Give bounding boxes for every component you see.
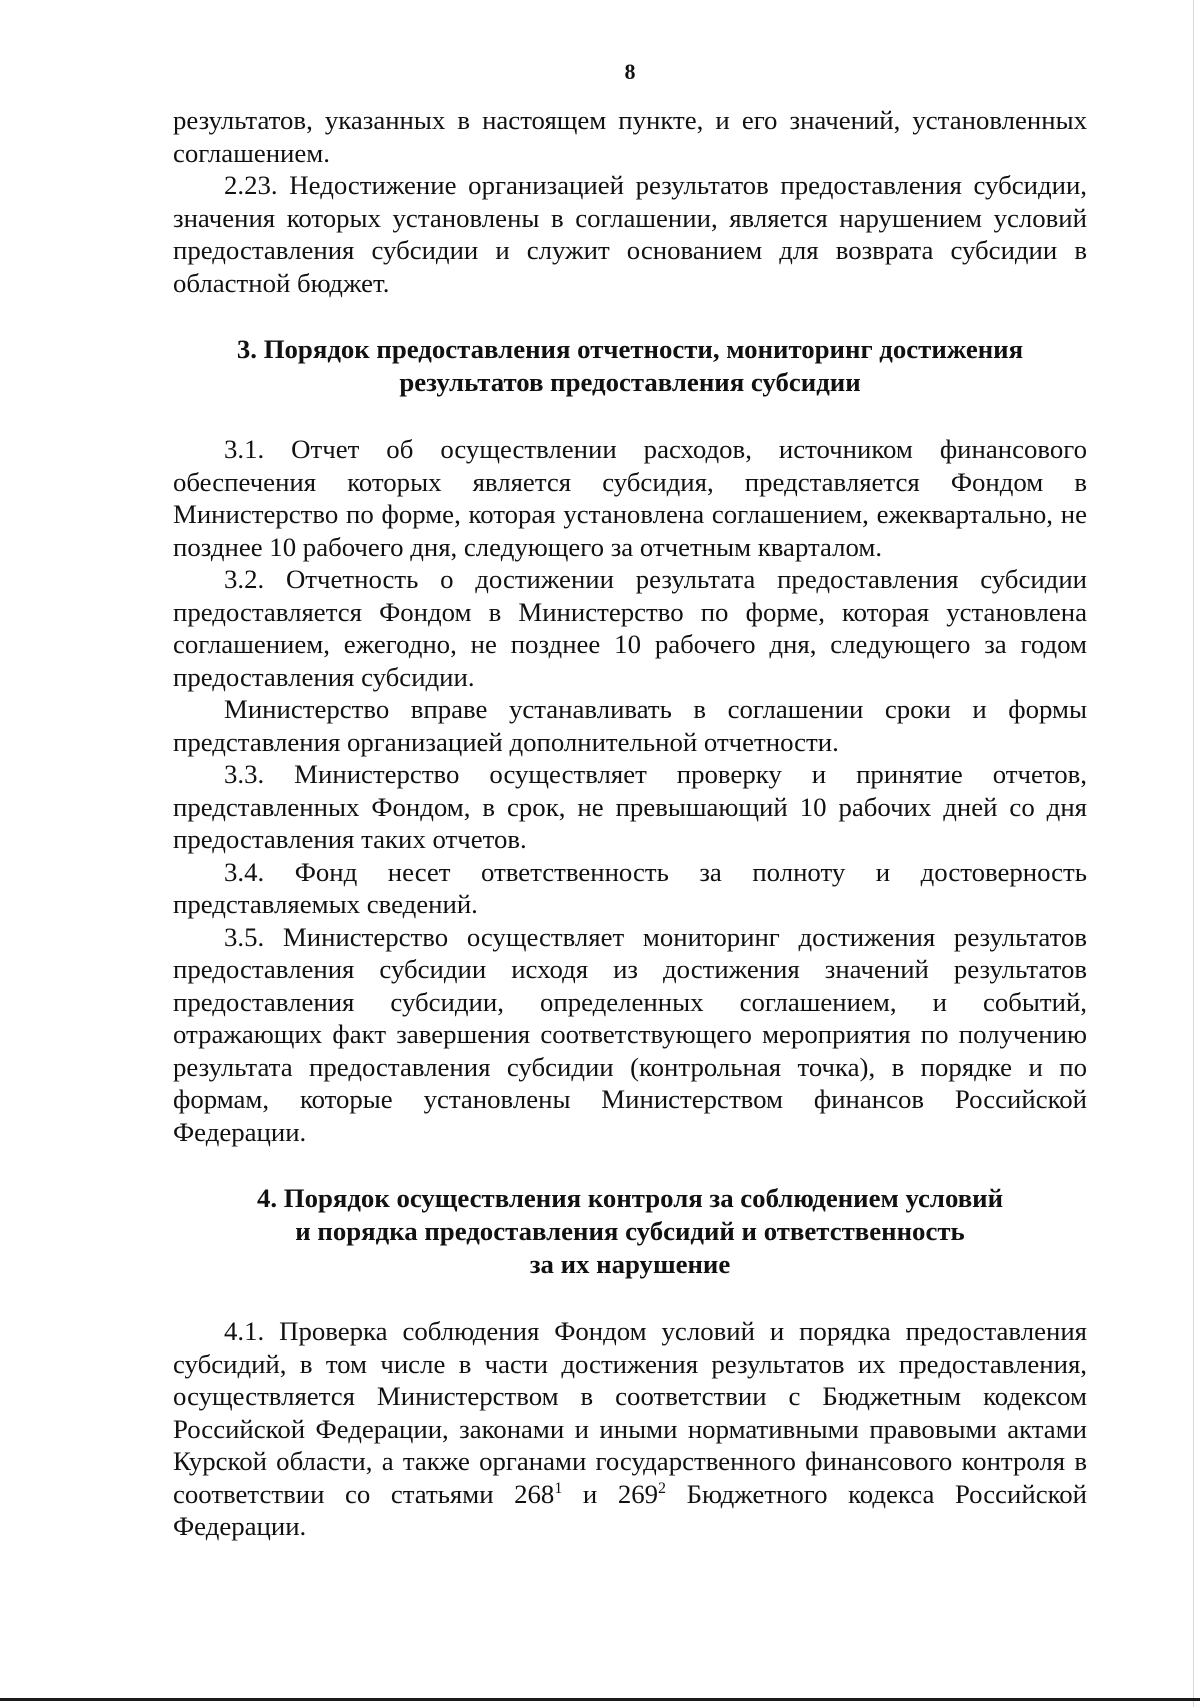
- section-3-heading: [173, 333, 1087, 399]
- paragraph-3-1: 3.1. Отчет об осуществлении расходов, источником финансового обеспечения которых является субсидия, представляется Фондом в Министерство по форме, которая установлена соглашением, ежеквартально, не позднее 10 рабочего дня, следующего за отчетным кварталом.: [173, 434, 1087, 562]
- page-number: 8: [624, 59, 636, 84]
- section-4-heading-line3: за их нарушение: [529, 1249, 731, 1279]
- superscript-1: 1: [554, 1479, 563, 1497]
- paragraph-4-1-text-2: и 269: [562, 1478, 659, 1509]
- paragraph-4-1: [173, 1315, 1087, 1543]
- section-3-heading-line2: результатов предоставления субсидии: [399, 367, 861, 397]
- scan-bottom-line: [0, 1698, 1200, 1701]
- paragraph-2-23: 2.23. Недостижение организацией результатов предоставления субсидии, значения которых установлены в соглашении, является нарушением условий предоставления субсидии и служит основанием для возврата субсидии в областной бюджет.: [173, 170, 1087, 298]
- paragraph-4-1-text-3: Бюджетного кодекса Российской Федерации.: [173, 1478, 1088, 1541]
- paragraph-continuation: результатов, указанных в настоящем пункте, и его значений, установленных соглашением.: [173, 105, 1087, 168]
- paragraph-4-1-text: 4.1. Проверка соблюдения Фондом условий и порядка предоставления субсидий, в том числе в части достижения результатов их предоставления, осуществляется Министерством в соответствии с Бюджетным кодексом Российской Федерации, законами и иными нормативными правовыми актами Курской области, а также органами государственного финансового контроля в соответствии со статьями 268: [173, 1316, 1087, 1509]
- paragraph-3-4: 3.4. Фонд несет ответственность за полноту и достоверность представляемых сведений.: [173, 856, 1087, 919]
- scan-edge-line: [1193, 0, 1194, 1707]
- paragraph-3-2: 3.2. Отчетность о достижении результата предоставления субсидии предоставляется Фондом в Министерство по форме, которая установлена соглашением, ежегодно, не позднее 10 рабочего дня, следующего за годом предоставления субсидии.: [173, 564, 1087, 692]
- section-4-heading: [173, 1182, 1087, 1281]
- section-4-heading-line2: и порядка предоставления субсидий и ответственность: [295, 1216, 965, 1246]
- section-3-heading-line1: 3. Порядок предоставления отчетности, мониторинг достижения: [236, 334, 1024, 364]
- page-content: [173, 56, 1087, 1543]
- section-4-heading-line1: 4. Порядок осуществления контроля за соблюдением условий: [256, 1183, 1004, 1213]
- paragraph-3-5: 3.5. Министерство осуществляет мониторинг достижения результатов предоставления субсидии исходя из достижения значений результатов предоставления субсидии, определенных соглашением, и событий, отражающих факт завершения соответствующего мероприятия по получению результата предоставления субсидии (контрольная точка), в порядке и по формам, которые установлены Министерством финансов Российской Федерации.: [173, 921, 1087, 1147]
- paragraph-3-2-note: Министерство вправе устанавливать в соглашении сроки и формы представления организацией дополнительной отчетности.: [173, 694, 1087, 757]
- superscript-2: 2: [658, 1479, 667, 1497]
- paragraph-3-3: 3.3. Министерство осуществляет проверку и принятие отчетов, представленных Фондом, в срок, не превышающий 10 рабочих дней со дня предоставления таких отчетов.: [173, 759, 1087, 854]
